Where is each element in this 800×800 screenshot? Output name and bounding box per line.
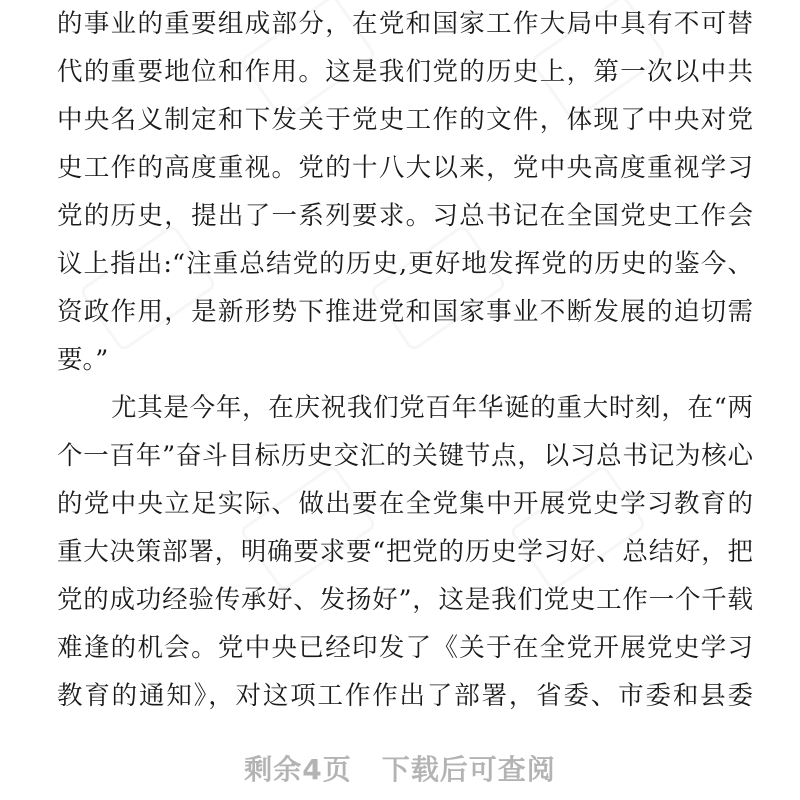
text-line: 要。” (57, 345, 109, 375)
document-body (57, 0, 753, 720)
download-to-view-label: 下载后可查阅 (381, 753, 556, 786)
download-prompt[interactable] (0, 748, 800, 788)
text-line: 议上指出:“注重总结党的历史,更好地发挥党的历史的鉴今、 (57, 249, 753, 279)
text-line: 的事业的重要组成部分，在党和国家工作大局中具有不可替 (57, 9, 753, 39)
text-line: 中央名义制定和下发关于党史工作的文件，体现了中央对党 (57, 105, 753, 135)
text-line: 党的成功经验传承好、发扬好”，这是我们党史工作一个千载 (57, 585, 753, 615)
text-line: 资政作用，是新形势下推进党和国家事业不断发展的迫切需 (57, 297, 753, 327)
remaining-pages-label: 剩余4页 (244, 753, 352, 786)
text-line: 个一百年”奋斗目标历史交汇的关键节点，以习总书记为核心 (57, 441, 753, 471)
paragraph-first-line: 尤其是今年，在庆祝我们党百年华诞的重大时刻，在“两 (111, 393, 753, 423)
text-line: 代的重要地位和作用。这是我们党的历史上，第一次以中共 (57, 57, 753, 87)
text-line: 史工作的高度重视。党的十八大以来，党中央高度重视学习 (57, 153, 753, 183)
text-line: 的党中央立足实际、做出要在全党集中开展党史学习教育的 (57, 489, 753, 519)
text-line: 教育的通知》，对这项工作作出了部署，省委、市委和县委 (57, 681, 753, 711)
text-line: 党的历史，提出了一系列要求。习总书记在全国党史工作会 (57, 201, 753, 231)
text-line: 重大决策部署，明确要求要“把党的历史学习好、总结好，把 (57, 537, 753, 567)
text-line: 难逢的机会。党中央已经印发了《关于在全党开展党史学习 (57, 633, 753, 663)
